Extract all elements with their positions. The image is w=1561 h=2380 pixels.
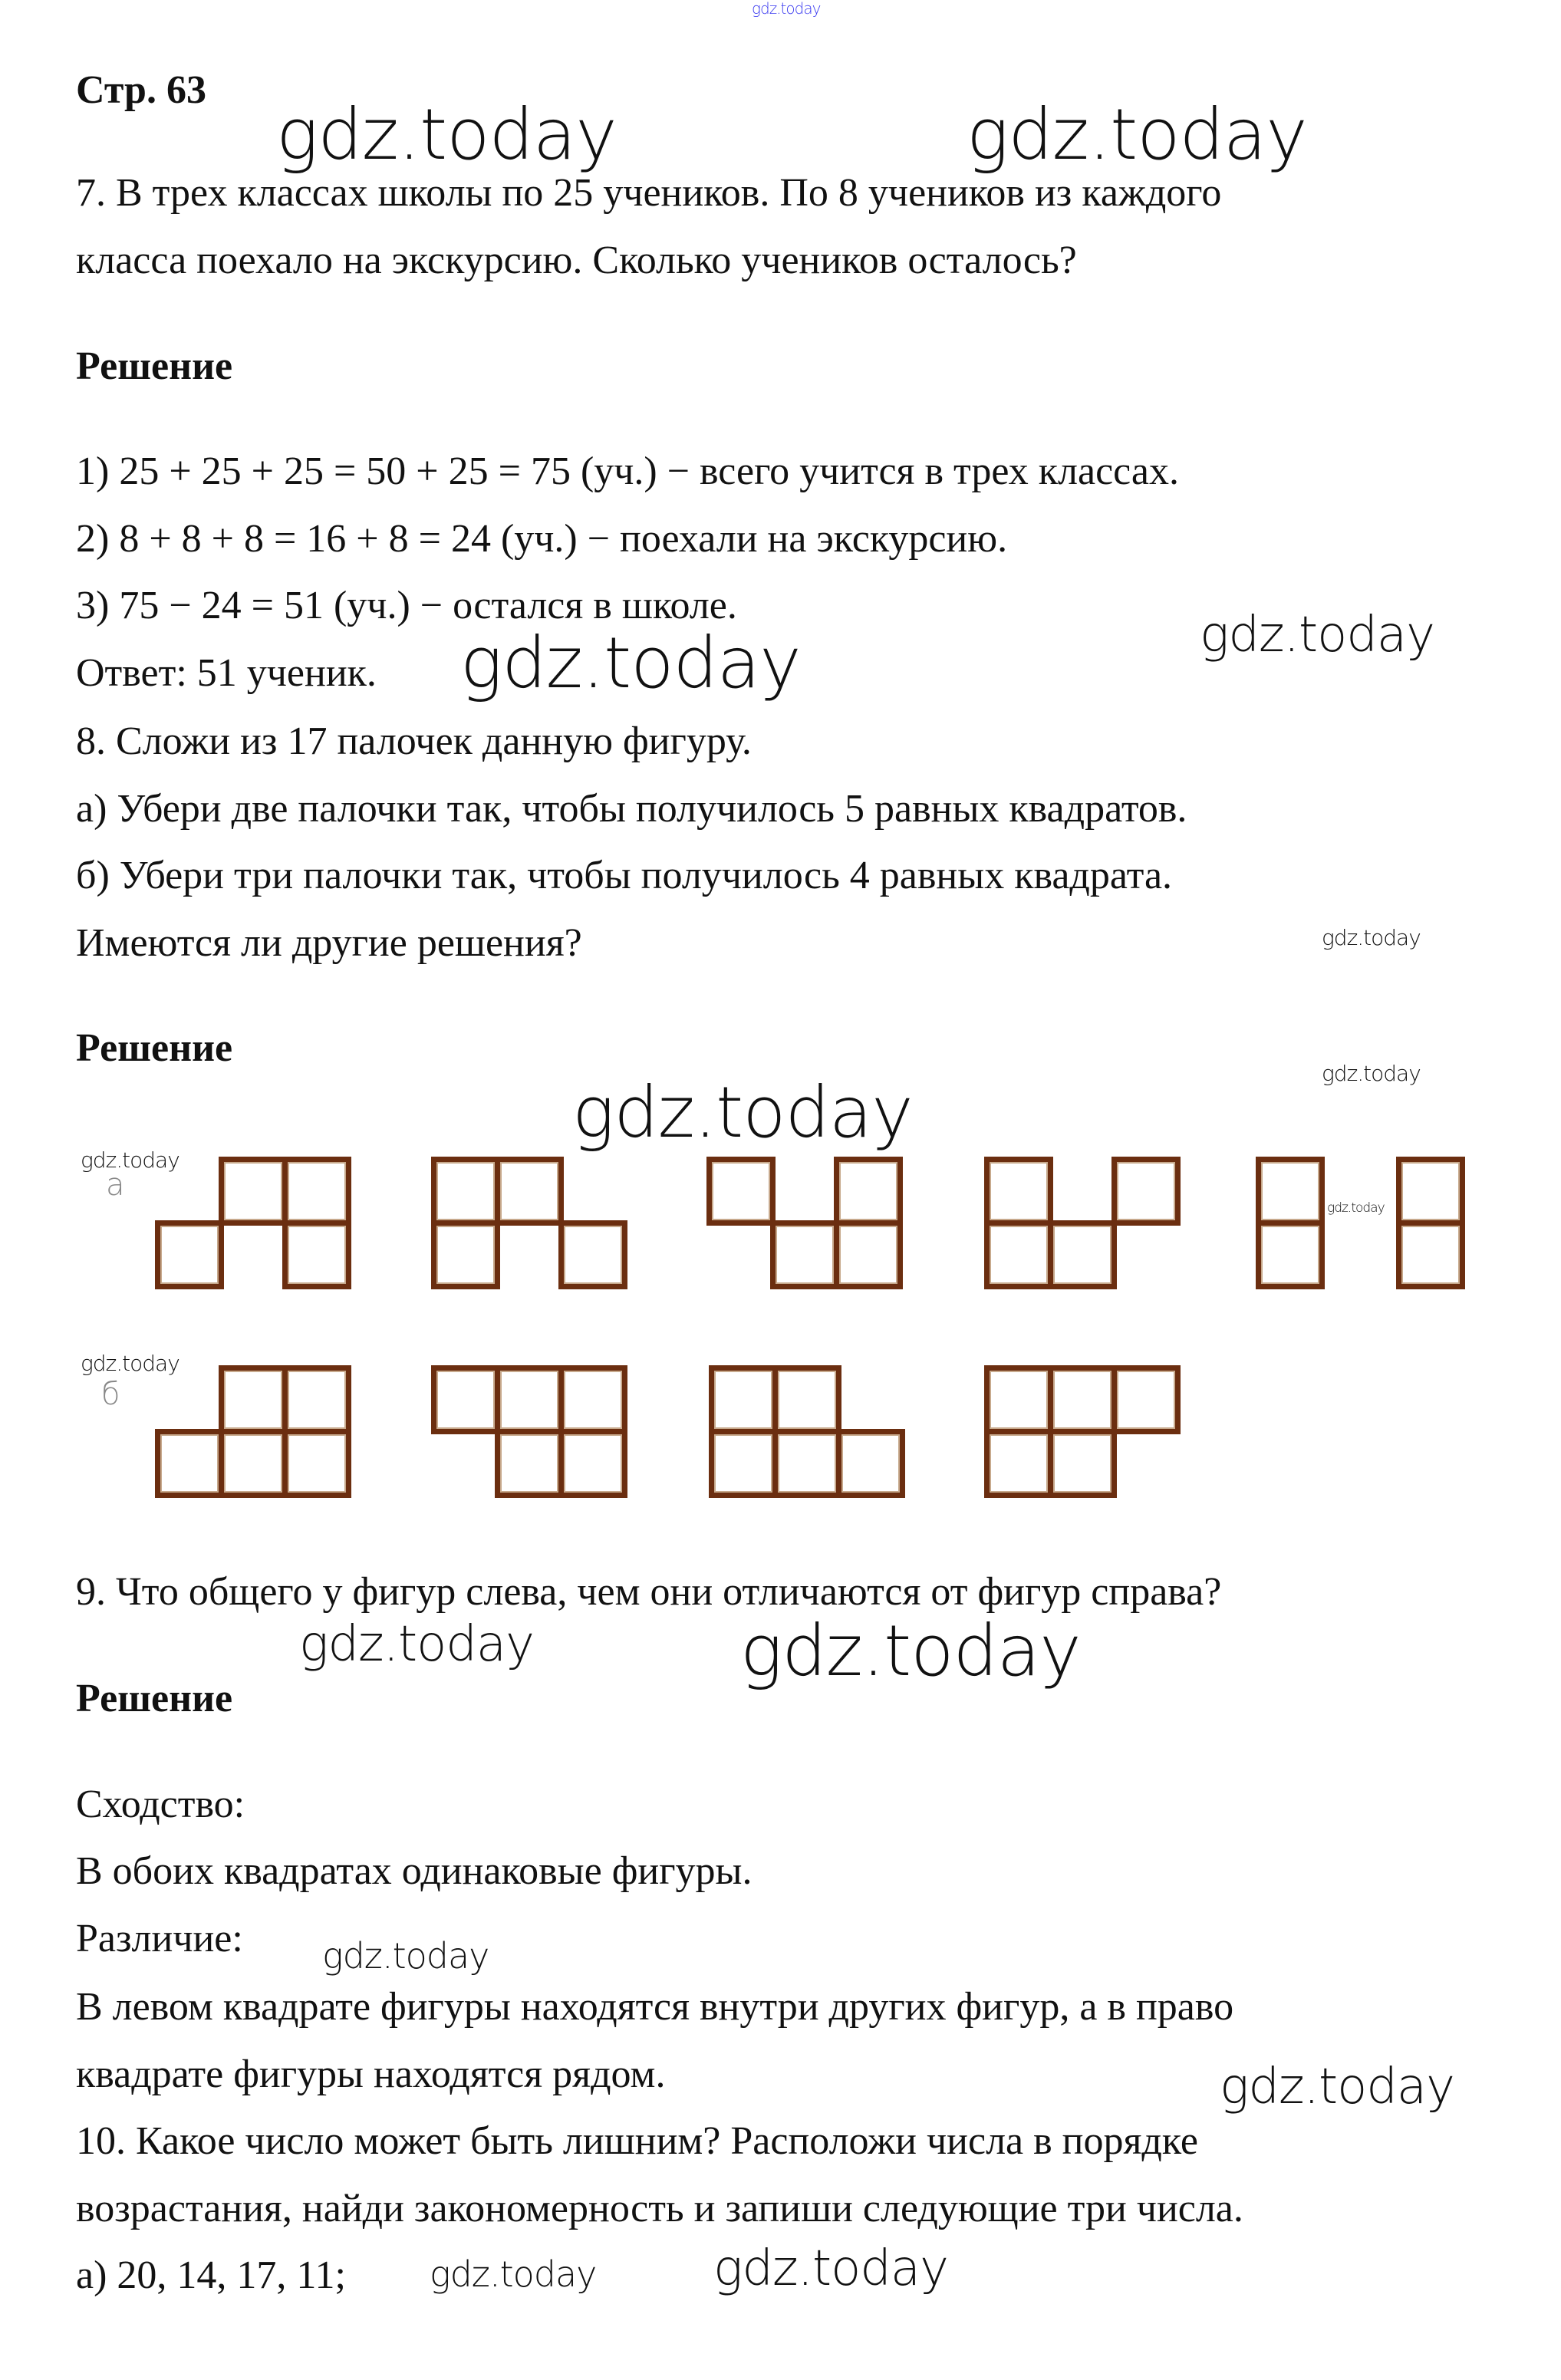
matchstick-square <box>431 1157 500 1226</box>
watermark: gdz.today <box>967 94 1307 176</box>
page-header: Стр. 63 <box>76 68 206 112</box>
task10-text: а) 20, 14, 17, 11; <box>76 2253 346 2297</box>
figure-label-a: а <box>106 1167 125 1203</box>
watermark: gdz.today <box>1220 2059 1454 2115</box>
solution-heading: Решение <box>76 344 233 388</box>
watermark: gdz.today <box>276 94 617 176</box>
watermark: gdz.today <box>322 1935 489 1977</box>
watermark: gdz.today <box>1200 607 1434 663</box>
solution-heading: Решение <box>76 1677 233 1720</box>
solution-step: 2) 8 + 8 + 8 = 16 + 8 = 24 (уч.) − поехали на экскурсию. <box>76 517 1008 561</box>
matchstick-square <box>219 1429 288 1498</box>
watermark: gdz.today <box>740 1610 1081 1692</box>
difference-text: квадрате фигуры находятся рядом. <box>76 2052 666 2096</box>
matchstick-square <box>558 1220 627 1289</box>
matchstick-square <box>1396 1220 1465 1289</box>
watermark: gdz.today <box>713 2240 948 2297</box>
watermark: gdz.today <box>299 1616 534 1673</box>
difference-text: В левом квадрате фигуры находятся внутри других фигур, а в право <box>76 1985 1234 2029</box>
matchstick-square <box>1256 1157 1325 1226</box>
task8-text: а) Убери две палочки так, чтобы получилось 5 равных квадратов. <box>76 787 1187 831</box>
watermark: gdz.today <box>430 2253 597 2295</box>
task7-text: класса поехало на экскурсию. Сколько учеников осталось? <box>76 239 1077 282</box>
watermark: gdz.today <box>81 1351 179 1376</box>
matchstick-square <box>282 1220 351 1289</box>
matchstick-square <box>282 1157 351 1226</box>
task10-text: 10. Какое число может быть лишним? Расположи числа в порядке <box>76 2119 1198 2163</box>
matchstick-square <box>706 1157 776 1226</box>
difference-label: Различие: <box>76 1917 243 1960</box>
matchstick-square <box>984 1429 1053 1498</box>
figure-label-b: б <box>101 1377 120 1412</box>
solution-heading: Решение <box>76 1026 233 1070</box>
matchstick-square <box>282 1365 351 1434</box>
matchstick-square <box>984 1157 1053 1226</box>
similarity-label: Сходство: <box>76 1783 245 1826</box>
watermark: gdz.today <box>460 622 801 704</box>
matchstick-square <box>558 1365 627 1434</box>
matchstick-square <box>431 1365 500 1434</box>
matchstick-square <box>155 1220 224 1289</box>
watermark: gdz.today <box>1322 925 1421 950</box>
task9-text: 9. Что общего у фигур слева, чем они отличаются от фигур справа? <box>76 1570 1222 1614</box>
matchstick-square <box>1048 1365 1117 1434</box>
matchstick-square <box>772 1429 841 1498</box>
task7-text: 7. В трех классах школы по 25 учеников. По 8 учеников из каждого <box>76 171 1222 215</box>
matchstick-square <box>495 1365 564 1434</box>
matchstick-square <box>282 1429 351 1498</box>
matchstick-square <box>219 1365 288 1434</box>
matchstick-square <box>834 1157 903 1226</box>
task8-text: 8. Сложи из 17 палочек данную фигуру. <box>76 719 752 763</box>
matchstick-square <box>1048 1429 1117 1498</box>
matchstick-square <box>1111 1365 1181 1434</box>
similarity-text: В обоих квадратах одинаковые фигуры. <box>76 1849 753 1893</box>
matchstick-square <box>770 1220 839 1289</box>
matchstick-square <box>495 1429 564 1498</box>
matchstick-square <box>219 1157 288 1226</box>
watermark: gdz.today <box>752 0 821 18</box>
answer: Ответ: 51 ученик. <box>76 651 377 695</box>
matchstick-square <box>984 1365 1053 1434</box>
matchstick-square <box>495 1157 564 1226</box>
matchstick-square <box>1111 1157 1181 1226</box>
watermark: gdz.today <box>81 1147 179 1173</box>
matchstick-square <box>1396 1157 1465 1226</box>
matchstick-square <box>1048 1220 1117 1289</box>
matchstick-square <box>558 1429 627 1498</box>
watermark: gdz.today <box>1327 1200 1385 1216</box>
watermark: gdz.today <box>1322 1061 1421 1086</box>
matchstick-square <box>431 1220 500 1289</box>
matchstick-square <box>834 1220 903 1289</box>
task8-text: Имеются ли другие решения? <box>76 921 582 965</box>
matchstick-square <box>984 1220 1053 1289</box>
matchstick-square <box>709 1365 778 1434</box>
task10-text: возрастания, найди закономерность и запиши следующие три числа. <box>76 2187 1243 2230</box>
watermark: gdz.today <box>572 1071 913 1154</box>
matchstick-square <box>155 1429 224 1498</box>
solution-step: 3) 75 − 24 = 51 (уч.) − остался в школе. <box>76 584 737 627</box>
matchstick-square <box>1256 1220 1325 1289</box>
solution-step: 1) 25 + 25 + 25 = 50 + 25 = 75 (уч.) − всего учится в трех классах. <box>76 449 1179 493</box>
matchstick-square <box>709 1429 778 1498</box>
matchstick-square <box>836 1429 905 1498</box>
task8-text: б) Убери три палочки так, чтобы получилось 4 равных квадрата. <box>76 854 1173 897</box>
matchstick-square <box>772 1365 841 1434</box>
